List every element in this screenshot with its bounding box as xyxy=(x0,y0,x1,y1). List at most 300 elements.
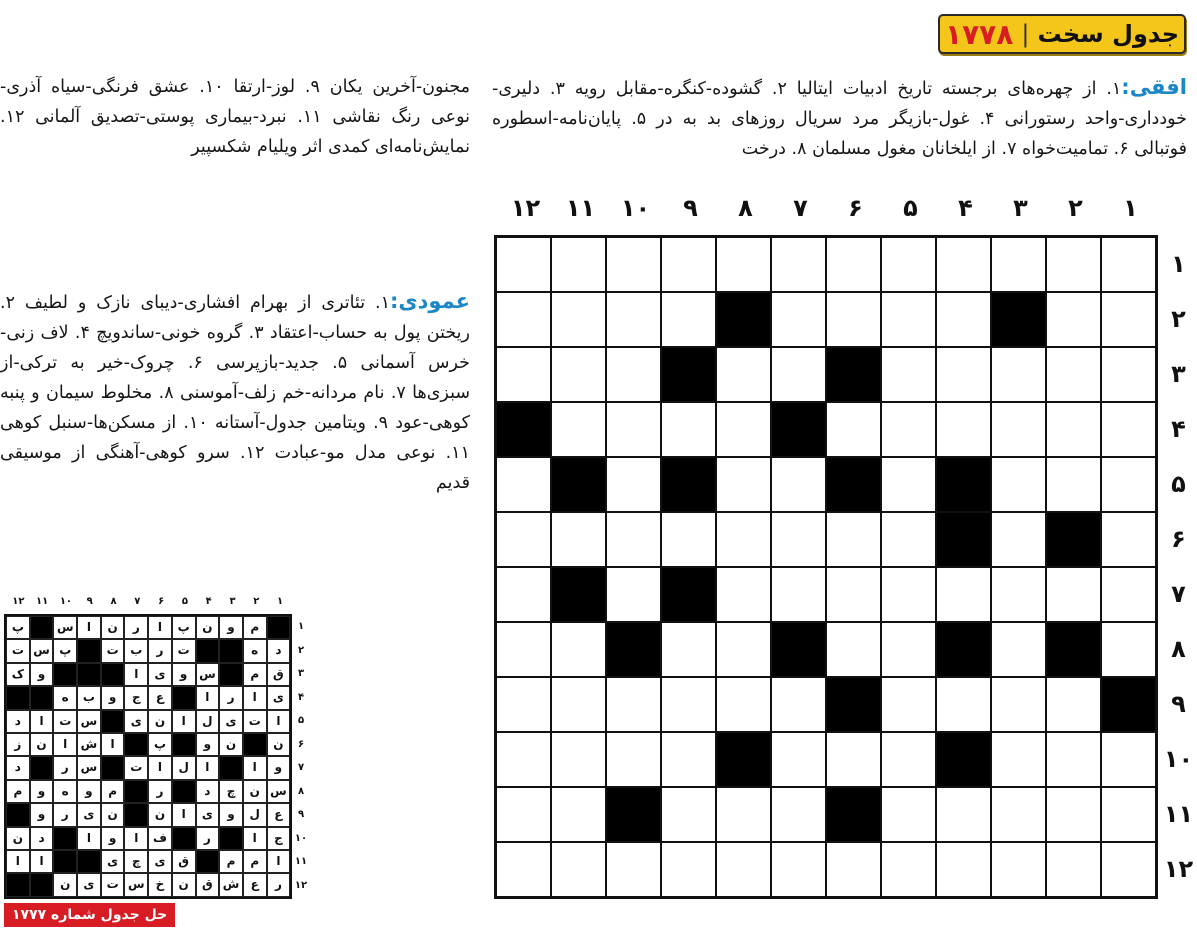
answer-cell[interactable] xyxy=(551,402,606,457)
answer-cell[interactable] xyxy=(771,677,826,732)
answer-cell[interactable] xyxy=(716,787,771,842)
solution-letter-cell: ی xyxy=(77,873,101,896)
answer-cell[interactable] xyxy=(991,842,1046,897)
solution-column-number: ۸ xyxy=(110,596,117,607)
answer-cell[interactable] xyxy=(991,567,1046,622)
solution-letter-cell: ا xyxy=(148,756,172,779)
solution-letter-cell: و xyxy=(196,733,220,756)
answer-cell[interactable] xyxy=(496,512,551,567)
solution-black-cell xyxy=(77,663,101,686)
puzzle-title-badge xyxy=(938,14,1186,54)
answer-cell[interactable] xyxy=(1101,842,1156,897)
column-number: ۱۰ xyxy=(620,194,651,222)
answer-cell[interactable] xyxy=(936,402,991,457)
solution-letter-cell: ت xyxy=(101,639,125,662)
solution-letter-cell: ر xyxy=(267,873,291,896)
solution-black-cell xyxy=(219,639,243,662)
solution-black-cell xyxy=(172,733,196,756)
answer-cell[interactable] xyxy=(881,567,936,622)
solution-letter-cell: س xyxy=(77,710,101,733)
row-number: ۹ xyxy=(1171,690,1186,718)
solution-black-cell xyxy=(124,780,148,803)
solution-black-cell xyxy=(6,873,30,896)
solution-letter-cell: ت xyxy=(101,873,125,896)
solution-row-numbers xyxy=(292,615,310,897)
solution-black-cell xyxy=(243,733,267,756)
answer-cell[interactable] xyxy=(991,787,1046,842)
solution-letter-cell: ن xyxy=(172,873,196,896)
solution-letter-cell: ج xyxy=(267,827,291,850)
solution-black-cell xyxy=(219,663,243,686)
answer-cell[interactable] xyxy=(771,567,826,622)
answer-cell[interactable] xyxy=(771,347,826,402)
answer-cell[interactable] xyxy=(771,787,826,842)
answer-cell[interactable] xyxy=(1101,402,1156,457)
column-number: ۱ xyxy=(1123,194,1138,222)
solution-letter-cell: ش xyxy=(77,733,101,756)
solution-row-number: ۴ xyxy=(297,691,305,703)
solution-letter-cell: ق xyxy=(267,663,291,686)
solution-letter-cell: س xyxy=(53,616,77,639)
solution-black-cell xyxy=(124,803,148,826)
answer-cell[interactable] xyxy=(606,842,661,897)
solution-letter-cell: م xyxy=(243,663,267,686)
answer-cell[interactable] xyxy=(771,237,826,292)
solution-letter-cell: ا xyxy=(77,827,101,850)
crossword-grid xyxy=(494,235,1158,899)
solution-column-number: ۴ xyxy=(205,596,212,607)
solution-black-cell xyxy=(6,686,30,709)
column-number: ۷ xyxy=(793,194,808,222)
answer-cell[interactable] xyxy=(936,347,991,402)
answer-cell[interactable] xyxy=(496,622,551,677)
black-cell xyxy=(606,622,661,677)
solution-letter-cell: ر xyxy=(196,827,220,850)
answer-cell[interactable] xyxy=(716,842,771,897)
black-cell xyxy=(661,567,716,622)
solution-letter-cell: ی xyxy=(148,850,172,873)
answer-cell[interactable] xyxy=(496,567,551,622)
answer-cell[interactable] xyxy=(661,787,716,842)
answer-cell[interactable] xyxy=(551,622,606,677)
solution-letter-cell: س xyxy=(196,663,220,686)
solution-letter-cell: ع xyxy=(267,803,291,826)
answer-cell[interactable] xyxy=(826,622,881,677)
down-label: عمودی: xyxy=(389,289,470,313)
answer-cell[interactable] xyxy=(496,842,551,897)
black-cell xyxy=(991,292,1046,347)
solution-black-cell xyxy=(101,756,125,779)
answer-cell[interactable] xyxy=(496,787,551,842)
solution-column-number: ۵ xyxy=(181,596,188,607)
solution-letter-cell: ا xyxy=(243,686,267,709)
answer-cell[interactable] xyxy=(1046,457,1101,512)
black-cell xyxy=(826,457,881,512)
solution-letter-cell: ن xyxy=(196,616,220,639)
answer-cell[interactable] xyxy=(606,677,661,732)
answer-cell[interactable] xyxy=(606,402,661,457)
solution-letter-cell: ا xyxy=(243,756,267,779)
row-number: ۱۱ xyxy=(1163,800,1194,828)
answer-cell[interactable] xyxy=(826,292,881,347)
solution-letter-cell: ر xyxy=(53,756,77,779)
answer-cell[interactable] xyxy=(496,732,551,787)
answer-cell[interactable] xyxy=(1046,292,1101,347)
solution-black-cell xyxy=(172,780,196,803)
answer-cell[interactable] xyxy=(881,677,936,732)
answer-cell[interactable] xyxy=(661,512,716,567)
answer-cell[interactable] xyxy=(991,677,1046,732)
solution-letter-cell: ف xyxy=(148,827,172,850)
black-cell xyxy=(551,567,606,622)
solution-black-cell xyxy=(196,850,220,873)
solution-letter-cell: م xyxy=(101,780,125,803)
black-cell xyxy=(771,402,826,457)
answer-cell[interactable] xyxy=(661,842,716,897)
solution-letter-cell: ق xyxy=(172,850,196,873)
black-cell xyxy=(716,732,771,787)
answer-cell[interactable] xyxy=(1101,622,1156,677)
title-separator: | xyxy=(1021,20,1030,48)
solution-letter-cell: ن xyxy=(243,780,267,803)
answer-cell[interactable] xyxy=(716,457,771,512)
solution-letter-cell: و xyxy=(267,756,291,779)
puzzle-number: ۱۷۷۸ xyxy=(945,17,1014,51)
answer-cell[interactable] xyxy=(936,567,991,622)
solution-black-cell xyxy=(219,756,243,779)
answer-cell[interactable] xyxy=(826,842,881,897)
solution-letter-cell: ر xyxy=(219,686,243,709)
solution-letter-cell: س xyxy=(267,780,291,803)
answer-cell[interactable] xyxy=(496,237,551,292)
solution-row-number: ۱ xyxy=(297,621,305,632)
answer-cell[interactable] xyxy=(496,292,551,347)
black-cell xyxy=(771,622,826,677)
answer-cell[interactable] xyxy=(881,347,936,402)
row-number: ۱ xyxy=(1171,250,1186,278)
solution-letter-cell: م xyxy=(243,850,267,873)
solution-letter-cell: پ xyxy=(148,733,172,756)
solution-row-number: ۱۱ xyxy=(294,856,308,867)
answer-cell[interactable] xyxy=(881,457,936,512)
solution-letter-cell: ل xyxy=(243,803,267,826)
solution-column-number: ۱۱ xyxy=(36,596,49,607)
solution-letter-cell: ن xyxy=(267,733,291,756)
solution-letter-cell: پ xyxy=(172,616,196,639)
answer-cell[interactable] xyxy=(606,237,661,292)
answer-cell[interactable] xyxy=(606,512,661,567)
solution-letter-cell: ا xyxy=(124,827,148,850)
answer-cell[interactable] xyxy=(661,292,716,347)
solution-letter-cell: و xyxy=(30,803,54,826)
solution-letter-cell: ع xyxy=(148,686,172,709)
answer-cell[interactable] xyxy=(826,732,881,787)
solution-letter-cell: ر xyxy=(148,639,172,662)
solution-black-cell xyxy=(172,827,196,850)
answer-cell[interactable] xyxy=(881,732,936,787)
puzzle-title: جدول سخت xyxy=(1037,20,1180,48)
solution-column-number: ۱۰ xyxy=(59,596,73,607)
solution-letter-cell: ت xyxy=(172,639,196,662)
solution-letter-cell: ا xyxy=(172,803,196,826)
answer-cell[interactable] xyxy=(1101,457,1156,512)
solution-letter-cell: پ xyxy=(53,639,77,662)
answer-cell[interactable] xyxy=(551,732,606,787)
solution-black-cell xyxy=(101,710,125,733)
solution-letter-cell: ی xyxy=(124,710,148,733)
answer-cell[interactable] xyxy=(551,787,606,842)
answer-cell[interactable] xyxy=(771,732,826,787)
solution-letter-cell: د xyxy=(267,639,291,662)
answer-cell[interactable] xyxy=(991,402,1046,457)
row-number: ۶ xyxy=(1171,525,1186,553)
solution-column-number: ۷ xyxy=(134,596,141,607)
row-number: ۷ xyxy=(1171,580,1186,608)
solution-black-cell xyxy=(30,873,54,896)
row-number: ۳ xyxy=(1171,360,1186,388)
solution-letter-cell: م xyxy=(243,616,267,639)
answer-cell[interactable] xyxy=(551,237,606,292)
column-number: ۶ xyxy=(848,194,863,222)
solution-letter-cell: ت xyxy=(124,756,148,779)
solution-black-cell xyxy=(267,616,291,639)
solution-letter-cell: ا xyxy=(243,827,267,850)
answer-cell[interactable] xyxy=(826,237,881,292)
answer-cell[interactable] xyxy=(1101,512,1156,567)
solution-letter-cell: د xyxy=(30,827,54,850)
answer-cell[interactable] xyxy=(606,292,661,347)
solution-letter-cell: و xyxy=(77,780,101,803)
answer-cell[interactable] xyxy=(771,842,826,897)
solution-letter-cell: ه xyxy=(53,686,77,709)
solution-black-cell xyxy=(30,686,54,709)
solution-letter-cell: د xyxy=(6,756,30,779)
black-cell xyxy=(826,787,881,842)
answer-cell[interactable] xyxy=(1101,567,1156,622)
down-clues xyxy=(0,286,470,498)
solution-letter-cell: ن xyxy=(148,803,172,826)
solution-letter-cell: ا xyxy=(148,616,172,639)
solution-row-number: ۱۰ xyxy=(294,832,308,844)
solution-letter-cell: ا xyxy=(196,756,220,779)
solution-black-cell xyxy=(77,639,101,662)
answer-cell[interactable] xyxy=(771,292,826,347)
black-cell xyxy=(936,622,991,677)
black-cell xyxy=(1046,622,1101,677)
solution-column-number: ۹ xyxy=(86,596,93,607)
solution-black-cell xyxy=(53,850,77,873)
answer-cell[interactable] xyxy=(1101,347,1156,402)
solution-row-number: ۳ xyxy=(297,668,305,679)
answer-cell[interactable] xyxy=(936,842,991,897)
column-number: ۴ xyxy=(958,194,973,222)
answer-cell[interactable] xyxy=(1101,787,1156,842)
answer-cell[interactable] xyxy=(881,292,936,347)
black-cell xyxy=(1046,512,1101,567)
black-cell xyxy=(496,402,551,457)
answer-cell[interactable] xyxy=(936,292,991,347)
answer-cell[interactable] xyxy=(661,237,716,292)
solution-letter-cell: م xyxy=(219,850,243,873)
row-number: ۱۲ xyxy=(1163,855,1194,883)
across-clues-text-b: مجنون-آخرین یکان ۹. لوز-ارتقا ۱۰. عشق فرنگی-سیاه آذری-نوعی رنگ نقاشی ۱۱. نبرد-بیماری پوستی-تصدیق آلمانی ۱۲. نمایش‌نامه‌ای کمدی اثر ویلیام شکسپیر xyxy=(0,77,471,157)
answer-cell[interactable] xyxy=(551,677,606,732)
answer-cell[interactable] xyxy=(1046,567,1101,622)
answer-cell[interactable] xyxy=(826,512,881,567)
solution-letter-cell: ر xyxy=(124,616,148,639)
row-number: ۵ xyxy=(1171,470,1186,498)
black-cell xyxy=(661,347,716,402)
answer-cell[interactable] xyxy=(881,622,936,677)
answer-cell[interactable] xyxy=(1046,677,1101,732)
answer-cell[interactable] xyxy=(551,292,606,347)
row-number: ۱۰ xyxy=(1163,745,1194,773)
answer-cell[interactable] xyxy=(991,457,1046,512)
solution-black-cell xyxy=(219,827,243,850)
solution-letter-cell: ت xyxy=(53,710,77,733)
answer-cell[interactable] xyxy=(606,732,661,787)
solution-letter-cell: س xyxy=(77,756,101,779)
solution-column-number: ۶ xyxy=(158,596,165,607)
answer-cell[interactable] xyxy=(881,237,936,292)
answer-cell[interactable] xyxy=(1046,787,1101,842)
answer-cell[interactable] xyxy=(716,237,771,292)
column-number: ۹ xyxy=(683,194,698,222)
answer-cell[interactable] xyxy=(826,402,881,457)
answer-cell[interactable] xyxy=(936,237,991,292)
answer-cell[interactable] xyxy=(881,787,936,842)
answer-cell[interactable] xyxy=(1046,842,1101,897)
solution-letter-cell: و xyxy=(30,663,54,686)
solution-letter-cell: ب xyxy=(77,686,101,709)
solution-black-cell xyxy=(124,733,148,756)
solution-letter-cell: ع xyxy=(243,873,267,896)
answer-cell[interactable] xyxy=(1046,347,1101,402)
solution-letter-cell: س xyxy=(124,873,148,896)
answer-cell[interactable] xyxy=(936,677,991,732)
solution-letter-cell: پ xyxy=(6,616,30,639)
solution-row-number: ۷ xyxy=(297,762,305,773)
solution-letter-cell: ج xyxy=(124,686,148,709)
answer-cell[interactable] xyxy=(496,677,551,732)
answer-cell[interactable] xyxy=(661,732,716,787)
answer-cell[interactable] xyxy=(716,622,771,677)
across-label: افقی: xyxy=(1121,75,1188,99)
answer-cell[interactable] xyxy=(716,512,771,567)
solution-letter-cell: ا xyxy=(77,616,101,639)
solution-letter-cell: ک xyxy=(6,663,30,686)
solution-black-cell xyxy=(101,663,125,686)
answer-cell[interactable] xyxy=(496,347,551,402)
answer-cell[interactable] xyxy=(881,512,936,567)
across-clues-continued xyxy=(0,72,470,162)
answer-cell[interactable] xyxy=(716,347,771,402)
answer-cell[interactable] xyxy=(661,677,716,732)
solution-letter-cell: ب xyxy=(124,639,148,662)
solution-letter-cell: ی xyxy=(219,710,243,733)
solution-black-cell xyxy=(77,850,101,873)
solution-column-number: ۱ xyxy=(277,596,284,607)
answer-cell[interactable] xyxy=(661,402,716,457)
solution-letter-cell: ا xyxy=(172,710,196,733)
answer-cell[interactable] xyxy=(496,457,551,512)
solution-letter-cell: ا xyxy=(6,850,30,873)
solution-letter-cell: و xyxy=(30,780,54,803)
solution-letter-cell: ی xyxy=(148,663,172,686)
answer-cell[interactable] xyxy=(1046,237,1101,292)
answer-cell[interactable] xyxy=(771,457,826,512)
answer-cell[interactable] xyxy=(991,732,1046,787)
solution-letter-cell: ی xyxy=(77,803,101,826)
solution-row-number: ۲ xyxy=(297,644,305,656)
answer-cell[interactable] xyxy=(606,567,661,622)
solution-letter-cell: ه xyxy=(243,639,267,662)
answer-cell[interactable] xyxy=(881,402,936,457)
solution-letter-cell: د xyxy=(196,780,220,803)
solution-letter-cell: ن xyxy=(148,710,172,733)
solution-letter-cell: ا xyxy=(53,733,77,756)
answer-cell[interactable] xyxy=(881,842,936,897)
answer-cell[interactable] xyxy=(1101,237,1156,292)
solution-column-numbers xyxy=(4,596,292,610)
answer-cell[interactable] xyxy=(936,787,991,842)
black-cell xyxy=(661,457,716,512)
answer-cell[interactable] xyxy=(716,402,771,457)
solution-row-number: ۱۲ xyxy=(294,879,308,891)
answer-cell[interactable] xyxy=(771,512,826,567)
solution-letter-cell: ن xyxy=(219,733,243,756)
answer-cell[interactable] xyxy=(551,842,606,897)
solution-column-number: ۲ xyxy=(253,596,260,607)
column-number: ۳ xyxy=(1013,194,1028,222)
column-number: ۲ xyxy=(1068,194,1083,222)
black-cell xyxy=(606,787,661,842)
answer-cell[interactable] xyxy=(716,567,771,622)
answer-cell[interactable] xyxy=(1046,732,1101,787)
solution-row-number: ۸ xyxy=(297,785,305,797)
answer-cell[interactable] xyxy=(606,347,661,402)
black-cell xyxy=(936,732,991,787)
black-cell xyxy=(936,512,991,567)
solution-black-cell xyxy=(172,686,196,709)
answer-cell[interactable] xyxy=(716,677,771,732)
answer-cell[interactable] xyxy=(551,512,606,567)
answer-cell[interactable] xyxy=(551,347,606,402)
answer-cell[interactable] xyxy=(1101,732,1156,787)
column-numbers xyxy=(494,194,1158,226)
answer-cell[interactable] xyxy=(826,567,881,622)
answer-cell[interactable] xyxy=(991,237,1046,292)
solution-letter-cell: و xyxy=(101,686,125,709)
solution-letter-cell: س xyxy=(30,639,54,662)
answer-cell[interactable] xyxy=(661,622,716,677)
answer-cell[interactable] xyxy=(991,347,1046,402)
answer-cell[interactable] xyxy=(606,457,661,512)
solution-letter-cell: چ xyxy=(219,780,243,803)
solution-letter-cell: ت xyxy=(243,710,267,733)
answer-cell[interactable] xyxy=(1046,402,1101,457)
solution-letter-cell: خ xyxy=(148,873,172,896)
across-clues-text-a: ۱. از چهره‌های برجسته تاریخ ادبیات ایتالیا ۲. گشوده-کنگره-مقابل رویه ۳. دلیری-خودداری-واحد رستورانی ۴. غول-بازیگر مرد سریال روزهای بد به در ۵. پایان‌نامه-اسطوره فوتبالی ۶. تمامیت‌خواه ۷. از ایلخانان مغول مسلمان ۸. درخت xyxy=(492,79,1187,159)
solution-black-cell xyxy=(6,803,30,826)
column-number: ۱۱ xyxy=(565,194,596,222)
answer-cell[interactable] xyxy=(991,622,1046,677)
answer-cell[interactable] xyxy=(1101,292,1156,347)
solution-letter-cell: ا xyxy=(267,850,291,873)
solution-letter-cell: ن xyxy=(101,803,125,826)
answer-cell[interactable] xyxy=(991,512,1046,567)
solution-letter-cell: ن xyxy=(53,873,77,896)
